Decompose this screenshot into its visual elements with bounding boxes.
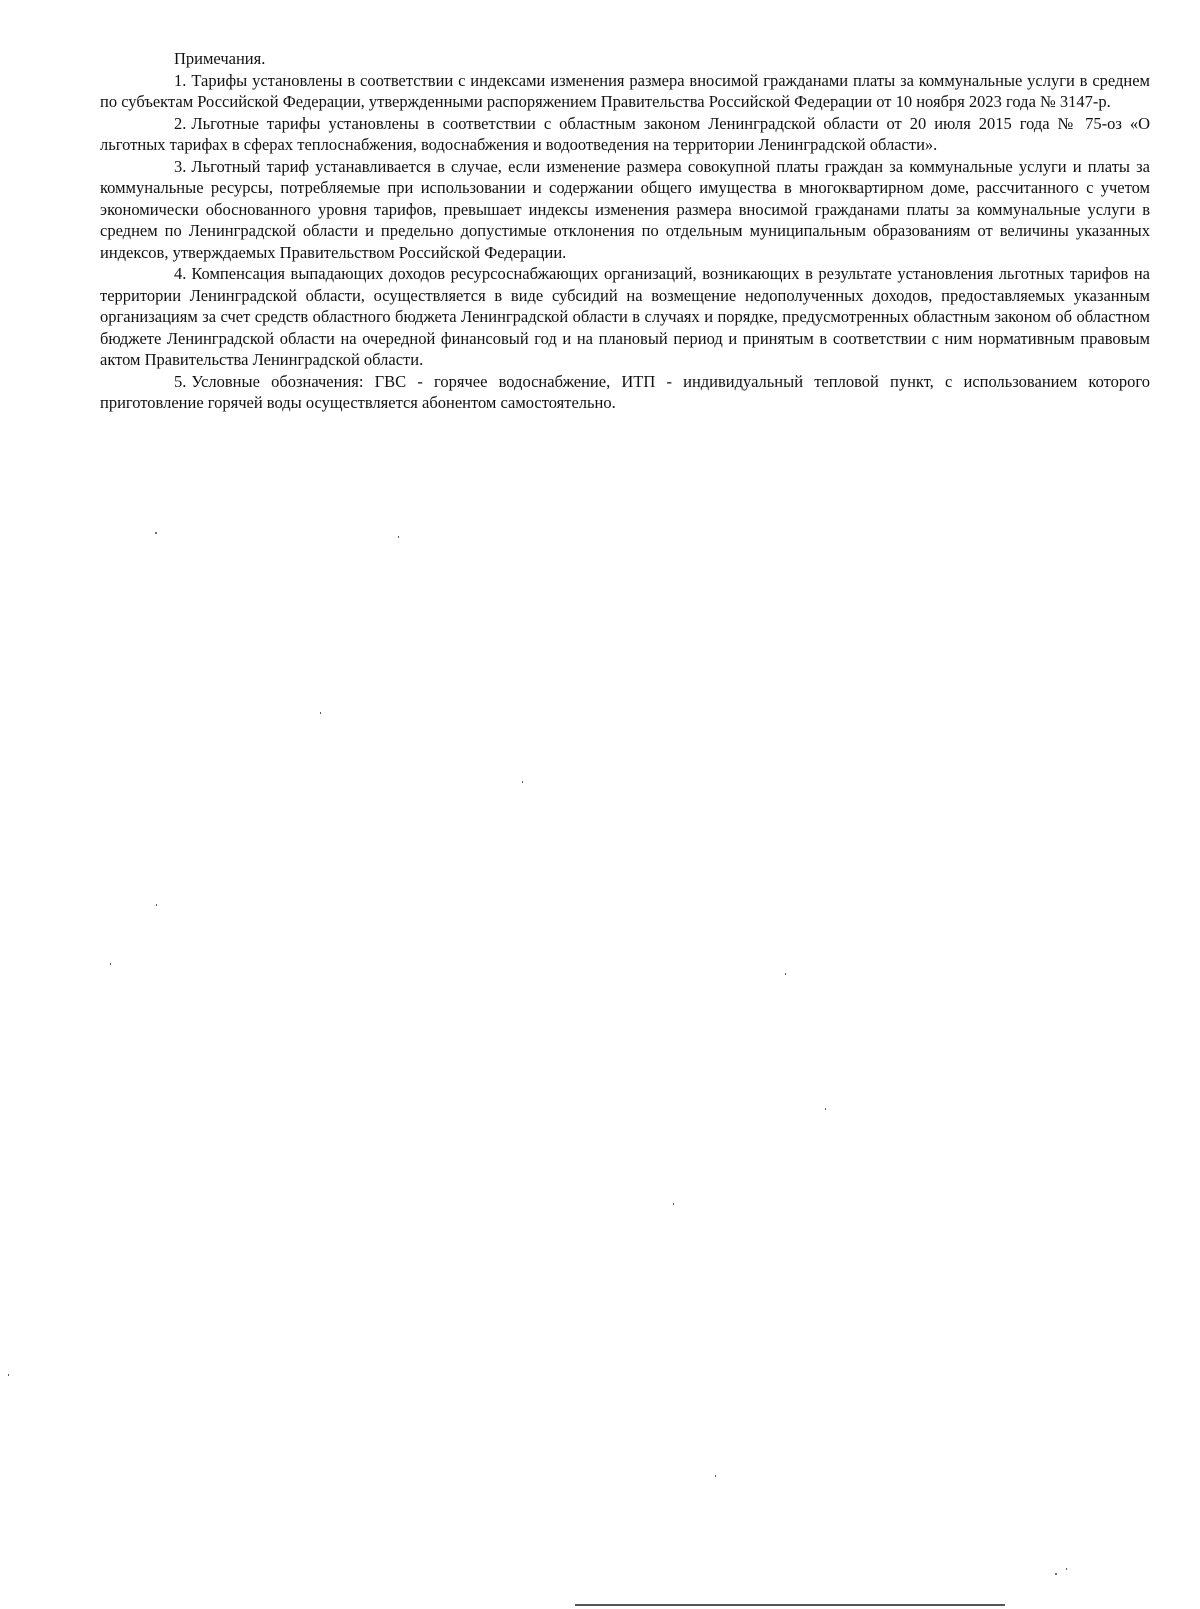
note-item-4 xyxy=(100,263,1150,371)
scan-speck xyxy=(1055,1573,1057,1575)
note-number: 4. xyxy=(174,264,187,283)
scan-speck xyxy=(1066,1568,1067,1570)
note-number: 2. xyxy=(174,113,187,133)
scan-speck xyxy=(673,1203,674,1205)
scan-speck xyxy=(155,532,157,534)
note-number: 5. xyxy=(174,371,187,391)
note-item-2 xyxy=(100,113,1150,156)
note-text: Льготные тарифы установлены в соответствии с областным законом Ленинградской области от 20 июля 2015 года № 75-оз «О льготных тарифах в сферах теплоснабжения, водоснабжения и водоотведения на территории Ленинградской области». xyxy=(100,113,1150,154)
notes-heading: Примечания. xyxy=(174,49,266,68)
note-item-3 xyxy=(100,156,1150,264)
notes-section xyxy=(100,48,1150,414)
note-text: Льготный тариф устанавливается в случае, если изменение размера совокупной платы граждан за коммунальные услуги и платы за коммунальные ресурсы, потребляемые при использовании и содержании общего имущества в многоквартирном доме, рассчитанного с учетом экономически обоснованного уровня тарифов, превышает индексы изменения размера вносимой гражданами платы за коммунальные услуги в среднем по Ленинградской области и предельно допустимые отклонения по отдельным муниципальным образованиям от величины указанных индексов, утверждаемых Правительством Российской Федерации. xyxy=(100,156,1150,262)
scan-speck xyxy=(110,963,111,965)
scan-speck xyxy=(785,973,786,975)
scan-edge-line xyxy=(575,1604,1005,1606)
note-number: 3. xyxy=(174,156,187,176)
note-item-5 xyxy=(100,371,1150,414)
note-item-1 xyxy=(100,70,1150,113)
scan-speck xyxy=(320,712,321,714)
scan-speck xyxy=(156,904,157,906)
note-number: 1. xyxy=(174,70,187,90)
scan-speck xyxy=(825,1108,826,1110)
scan-speck xyxy=(398,536,399,538)
note-text: Условные обозначения: ГВС - горячее водоснабжение, ИТП - индивидуальный тепловой пункт, с использованием которого приготовление горячей воды осуществляется абонентом самостоятельно. xyxy=(100,371,1150,412)
scan-speck xyxy=(715,1475,716,1477)
note-text: Компенсация выпадающих доходов ресурсоснабжающих организаций, возникающих в результате установления льготных тарифов на территории Ленинградской области, осуществляется в виде субсидий на возмещение недополученных доходов, предоставляемых указанным организациям за счет средств областного бюджета Ленинградской области в случаях и порядке, предусмотренных областным законом об областном бюджете Ленинградской области на очередной финансовый год и на плановый период и принятым в соответствии с ним нормативным правовым актом Правительства Ленинградской области. xyxy=(100,264,1150,369)
scan-speck xyxy=(8,1374,9,1376)
scan-speck xyxy=(522,781,523,783)
note-text: Тарифы установлены в соответствии с индексами изменения размера вносимой гражданами платы за коммунальные услуги в среднем по субъектам Российской Федерации, утвержденными распоряжением Правительства Российской Федерации от 10 ноября 2023 года № 3147-р. xyxy=(100,70,1150,111)
